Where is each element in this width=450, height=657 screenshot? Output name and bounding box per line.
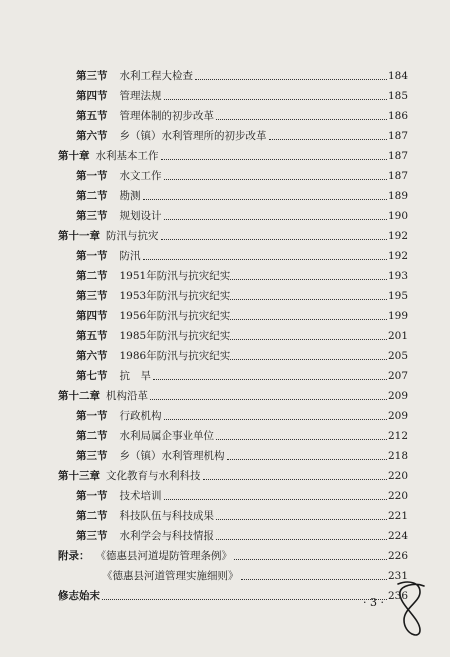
toc-entry <box>0 208 450 224</box>
toc-entry-title: 水利学会与科技情报 <box>119 530 214 542</box>
toc-entry <box>0 188 450 204</box>
leader-dots <box>102 599 387 600</box>
toc-entry-title: 1985年防汛与抗灾纪实 <box>119 330 231 342</box>
leader-dots <box>164 219 387 220</box>
toc-entry-label: 第二节 <box>76 270 108 282</box>
toc-entry-page: 231 <box>387 570 408 582</box>
leader-dots <box>195 79 387 80</box>
toc-entry-label: 第三节 <box>76 450 108 462</box>
toc-entry-page: 221 <box>387 510 408 522</box>
leader-dots <box>216 539 387 540</box>
toc-entry-page: 185 <box>387 90 408 102</box>
leader-dots <box>164 419 387 420</box>
toc-entry-label: 第三节 <box>76 290 108 302</box>
toc-entry-title: 乡（镇）水利管理机构 <box>119 450 225 462</box>
toc-entry-title: 水利局属企事业单位 <box>119 430 214 442</box>
toc-entry <box>0 88 450 104</box>
leader-dots <box>230 339 387 340</box>
toc-entry-page: 205 <box>387 350 408 362</box>
toc-entry-page: 224 <box>387 530 408 542</box>
toc-entry <box>0 128 450 144</box>
toc-entry-title: 技术培训 <box>119 490 162 502</box>
leader-dots <box>269 139 387 140</box>
toc-entry-label: 第十三章 <box>58 470 100 482</box>
toc-entry <box>0 428 450 444</box>
toc-entry <box>0 468 450 484</box>
leader-dots <box>216 119 387 120</box>
toc-entry-page: 209 <box>387 390 408 402</box>
handwritten-mark <box>387 578 430 648</box>
toc-entry-title: 水利工程大检查 <box>119 70 193 82</box>
toc-entry <box>0 368 450 384</box>
toc-entry <box>0 68 450 84</box>
leader-dots <box>164 99 387 100</box>
toc-entry-label: 第一节 <box>76 250 108 262</box>
toc-entry-page: 184 <box>387 70 408 82</box>
toc-entry <box>0 268 450 284</box>
leader-dots <box>230 319 387 320</box>
toc-entry-title: 《德惠县河道堤防管理条例》 <box>95 550 232 562</box>
toc-entry-page: 220 <box>387 490 408 502</box>
toc-entry-label: 第三节 <box>76 530 108 542</box>
toc-entry <box>0 408 450 424</box>
leader-dots <box>230 359 387 360</box>
leader-dots <box>164 179 387 180</box>
toc-entry-title: 防汛与抗灾 <box>106 230 159 242</box>
leader-dots <box>230 299 387 300</box>
toc-entry-title: 水文工作 <box>119 170 162 182</box>
leader-dots <box>227 459 387 460</box>
toc-entry-page: 190 <box>387 210 408 222</box>
toc-entry <box>0 248 450 264</box>
toc-entry-page: 236 <box>387 590 408 602</box>
toc-entry-label: 第十二章 <box>58 390 100 402</box>
toc-entry <box>0 148 450 164</box>
leader-dots <box>153 379 387 380</box>
toc-entry-label: 第一节 <box>76 490 108 502</box>
leader-dots <box>143 199 387 200</box>
toc-entry-page: 199 <box>387 310 408 322</box>
toc-entry-label: 第二节 <box>76 430 108 442</box>
toc-entry-title: 抗 旱 <box>119 370 151 382</box>
toc-entry-page: 207 <box>387 370 408 382</box>
toc-entry-page: 195 <box>387 290 408 302</box>
leader-dots <box>161 159 387 160</box>
leader-dots <box>216 439 387 440</box>
toc-entry-page: 186 <box>387 110 408 122</box>
toc-entry-page: 187 <box>387 170 408 182</box>
toc-entry-page: 189 <box>387 190 408 202</box>
toc-entry-label: 附录： <box>58 550 90 562</box>
toc-entry <box>0 168 450 184</box>
toc-entry-title: 1953年防汛与抗灾纪实 <box>119 290 231 302</box>
page-number: · 3 · <box>363 596 384 609</box>
toc-entry-label: 第六节 <box>76 130 108 142</box>
toc-entry-page: 187 <box>387 130 408 142</box>
toc-entry-title: 1951年防汛与抗灾纪实 <box>119 270 231 282</box>
toc-entry-title: 水利基本工作 <box>95 150 159 162</box>
leader-dots <box>241 579 387 580</box>
toc-entry-page: 220 <box>387 470 408 482</box>
toc-entry-label: 第五节 <box>76 330 108 342</box>
toc-entry-title: 文化教育与水利科技 <box>106 470 201 482</box>
toc-entry <box>0 228 450 244</box>
leader-dots <box>234 559 387 560</box>
toc-entry <box>0 108 450 124</box>
leader-dots <box>230 279 387 280</box>
toc-entry <box>0 528 450 544</box>
toc-entry-label: 第七节 <box>76 370 108 382</box>
toc-entry-title: 机构沿革 <box>106 390 148 402</box>
toc-entry-page: 192 <box>387 250 408 262</box>
toc-entry <box>0 488 450 504</box>
toc-entry-label: 第一节 <box>76 170 108 182</box>
toc-entry <box>0 328 450 344</box>
toc-entry-title: 乡（镇）水利管理所的初步改革 <box>119 130 267 142</box>
toc-entry-page: 193 <box>387 270 408 282</box>
leader-dots <box>143 259 387 260</box>
leader-dots <box>203 479 387 480</box>
toc-entry-title: 勘测 <box>119 190 141 202</box>
toc-entry-label: 修志始末 <box>58 590 100 602</box>
toc-entry-label: 第四节 <box>76 310 108 322</box>
toc-entry <box>0 288 450 304</box>
toc-entry <box>0 508 450 524</box>
toc-entry-title: 1986年防汛与抗灾纪实 <box>119 350 231 362</box>
toc-entry-title: 管理体制的初步改革 <box>119 110 214 122</box>
toc-entry-label: 第十章 <box>58 150 90 162</box>
toc-entry <box>0 568 450 584</box>
toc-entry-label: 第三节 <box>76 210 108 222</box>
toc-entry-title: 科技队伍与科技成果 <box>119 510 214 522</box>
toc-entry-label: 第二节 <box>76 510 108 522</box>
leader-dots <box>164 499 387 500</box>
toc-entry <box>0 348 450 364</box>
toc-entry-page: 209 <box>387 410 408 422</box>
toc-entry-page: 201 <box>387 330 408 342</box>
toc-entry-title: 管理法规 <box>119 90 162 102</box>
toc-entry-page: 187 <box>387 150 408 162</box>
toc-entry-label: 第四节 <box>76 90 108 102</box>
toc-entry-page: 226 <box>387 550 408 562</box>
leader-dots <box>150 399 387 400</box>
toc-entry-label: 第六节 <box>76 350 108 362</box>
toc-entry-title: 1956年防汛与抗灾纪实 <box>119 310 231 322</box>
toc-entry-title: 行政机构 <box>119 410 162 422</box>
toc-entry-title: 《德惠县河道管理实施细则》 <box>102 570 239 582</box>
toc-entry-label: 第二节 <box>76 190 108 202</box>
toc-entry-label: 第五节 <box>76 110 108 122</box>
toc-entry-page: 212 <box>387 430 408 442</box>
toc-entry-title: 防汛 <box>119 250 141 262</box>
toc-entry <box>0 548 450 564</box>
toc-entry-page: 218 <box>387 450 408 462</box>
toc-entry-page: 192 <box>387 230 408 242</box>
toc-entry <box>0 388 450 404</box>
leader-dots <box>161 239 387 240</box>
toc-entry-label: 第一节 <box>76 410 108 422</box>
toc-entry-title: 规划设计 <box>119 210 162 222</box>
toc-entry-label: 第十一章 <box>58 230 100 242</box>
leader-dots <box>216 519 387 520</box>
toc-entry <box>0 308 450 324</box>
toc-entry <box>0 448 450 464</box>
toc-entry-label: 第三节 <box>76 70 108 82</box>
